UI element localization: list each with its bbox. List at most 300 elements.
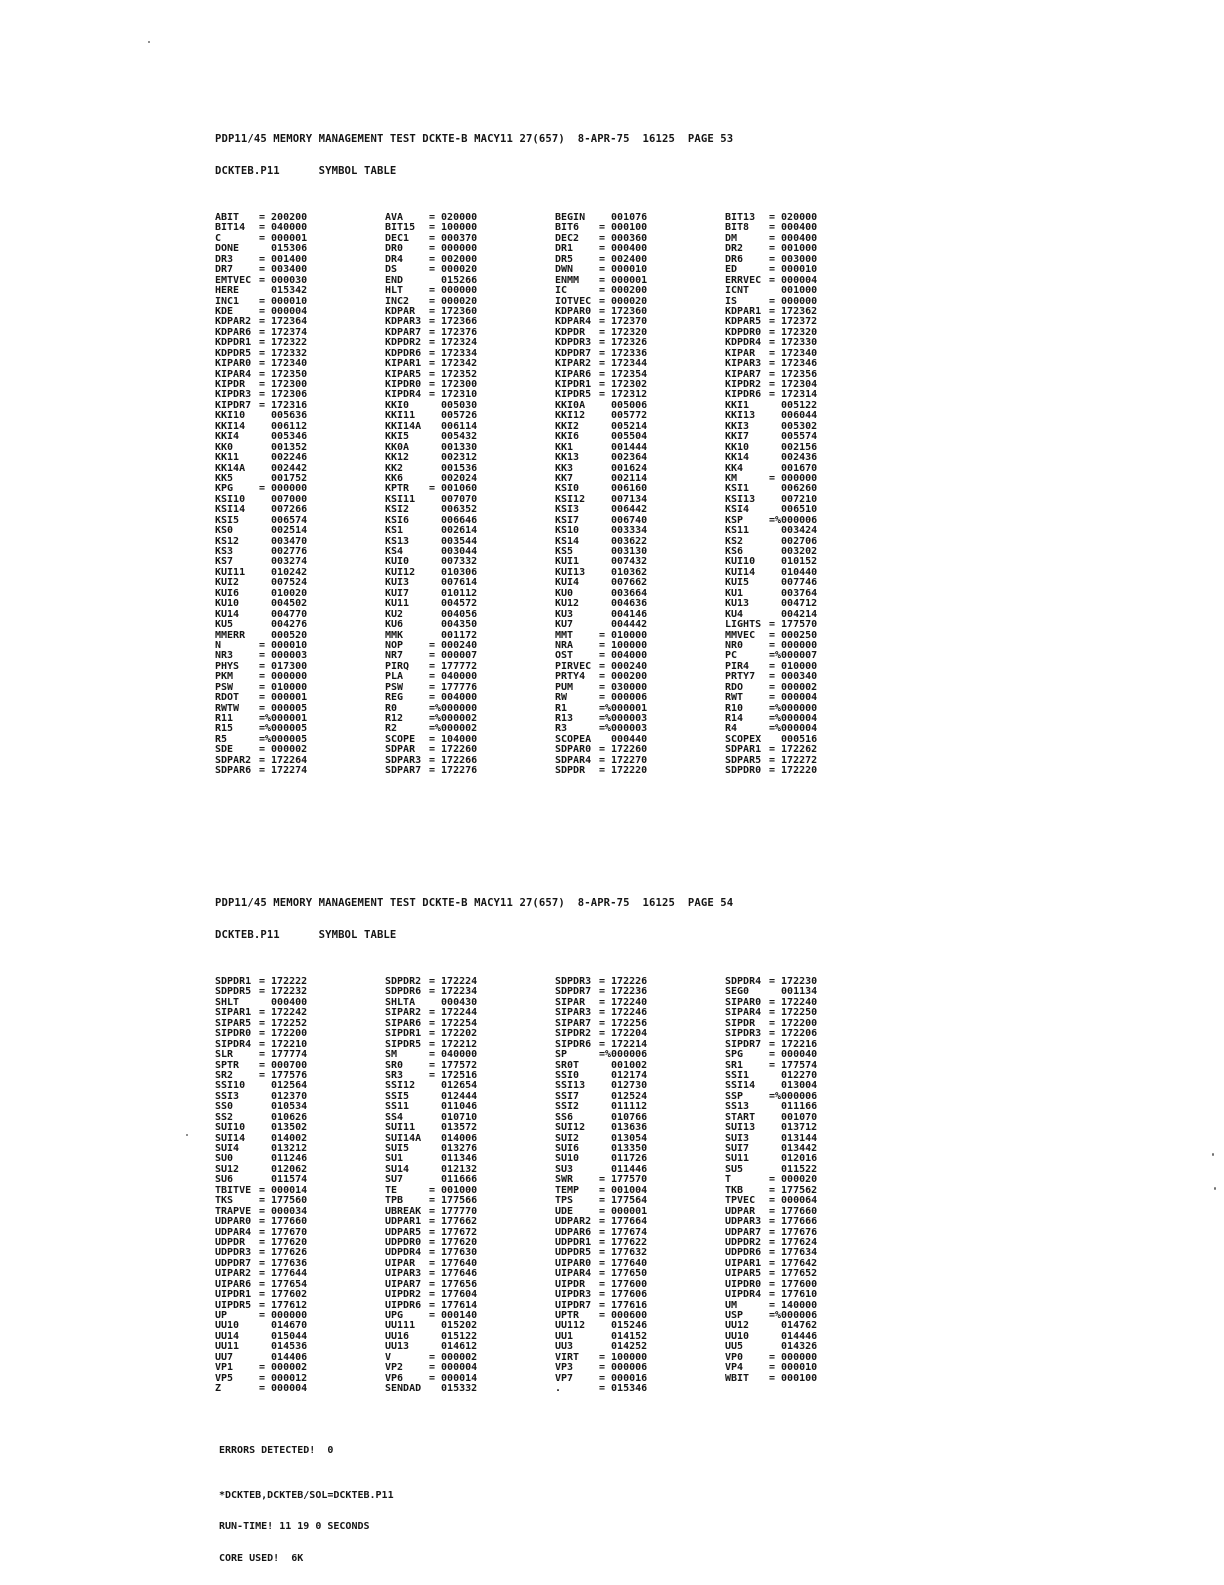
symbol-entry bbox=[385, 724, 525, 734]
symbol-entry bbox=[385, 1342, 525, 1352]
symbol-name: SU1 bbox=[385, 1154, 404, 1165]
symbol-name: KK1 bbox=[555, 442, 574, 453]
symbol-entry bbox=[215, 1196, 355, 1206]
symbol-entry bbox=[215, 1123, 355, 1133]
symbol-entry bbox=[555, 1207, 695, 1217]
symbol-entry bbox=[725, 1332, 865, 1342]
symbol-value: 010362 bbox=[599, 567, 648, 578]
symbol-entry bbox=[555, 672, 695, 682]
symbol-value: =%000002 bbox=[429, 714, 478, 724]
symbol-name: KUI3 bbox=[385, 578, 410, 589]
symbol-value: = 177672 bbox=[429, 1227, 478, 1238]
symbol-name: KDPDR1 bbox=[215, 338, 252, 349]
symbol-value: = 172200 bbox=[259, 1029, 308, 1040]
symbol-value: = 172262 bbox=[769, 745, 818, 756]
symbol-value: = 172352 bbox=[429, 369, 478, 380]
symbol-entry bbox=[385, 672, 525, 682]
symbol-name: VP7 bbox=[555, 1373, 574, 1384]
symbol-entry bbox=[555, 1165, 695, 1175]
symbol-name: KU4 bbox=[725, 609, 744, 620]
symbol-entry bbox=[725, 610, 865, 620]
symbol-entry bbox=[385, 987, 525, 997]
symbol-value: = 172234 bbox=[429, 987, 478, 998]
symbol-entry bbox=[385, 390, 525, 400]
symbol-name: UIPDR4 bbox=[725, 1290, 762, 1301]
symbol-name: SR0 bbox=[385, 1060, 404, 1071]
symbol-value: 013144 bbox=[769, 1133, 818, 1144]
symbol-value: = 001004 bbox=[599, 1185, 648, 1196]
symbol-name: UU7 bbox=[215, 1352, 234, 1363]
symbol-name: SIPAR4 bbox=[725, 1008, 762, 1019]
symbol-value: = 177622 bbox=[599, 1237, 648, 1248]
symbol-entry bbox=[385, 432, 525, 442]
symbol-name: SDPAR3 bbox=[385, 755, 422, 766]
symbol-name: SSI13 bbox=[555, 1081, 586, 1092]
symbol-name: SUI11 bbox=[385, 1123, 416, 1134]
symbol-name: KIPAR2 bbox=[555, 359, 592, 370]
symbol-name: . bbox=[555, 1384, 562, 1395]
symbol-value: = 000016 bbox=[599, 1373, 648, 1384]
symbol-entry bbox=[725, 766, 865, 776]
symbol-name: KK6 bbox=[385, 473, 404, 484]
symbol-value: 011346 bbox=[429, 1154, 478, 1165]
symbol-value: = 177634 bbox=[769, 1248, 818, 1259]
symbol-entry bbox=[215, 589, 355, 599]
symbol-entry bbox=[385, 610, 525, 620]
symbol-name: KK2 bbox=[385, 463, 404, 474]
symbol-entry bbox=[385, 213, 525, 223]
symbol-value: = 000000 bbox=[259, 672, 308, 683]
symbol-entry bbox=[555, 1228, 695, 1238]
symbol-name: PSW bbox=[215, 682, 234, 693]
symbol-value: = 172202 bbox=[429, 1029, 478, 1040]
symbol-name: UDPAR6 bbox=[555, 1227, 592, 1238]
symbol-value: = 172516 bbox=[429, 1070, 478, 1081]
symbol-value: 015044 bbox=[259, 1331, 308, 1342]
symbol-name: KSI10 bbox=[215, 494, 246, 505]
symbol-name: SS4 bbox=[385, 1112, 404, 1123]
symbol-value: 013350 bbox=[599, 1144, 648, 1154]
symbol-value: = 172244 bbox=[429, 1008, 478, 1019]
symbol-name: SUI14 bbox=[215, 1133, 246, 1144]
symbol-value: = 177642 bbox=[769, 1258, 818, 1269]
symbol-value: 011666 bbox=[429, 1175, 478, 1186]
symbol-entry bbox=[555, 599, 695, 609]
symbol-entry bbox=[385, 1290, 525, 1300]
symbol-value: 001670 bbox=[769, 463, 818, 474]
symbol-name: C bbox=[215, 233, 222, 244]
symbol-value: = 000040 bbox=[769, 1050, 818, 1061]
symbol-value: = 000000 bbox=[259, 1311, 308, 1321]
symbol-entry bbox=[215, 380, 355, 390]
symbol-value: 004350 bbox=[429, 620, 478, 631]
symbol-name: KKI1 bbox=[725, 400, 750, 411]
symbol-name: VP2 bbox=[385, 1363, 404, 1374]
symbol-entry bbox=[385, 338, 525, 348]
symbol-name: KS2 bbox=[725, 536, 744, 547]
symbol-value: 013572 bbox=[429, 1123, 478, 1134]
symbol-name: KS7 bbox=[215, 557, 234, 568]
symbol-entry bbox=[725, 244, 865, 254]
symbol-entry bbox=[215, 1363, 355, 1373]
symbol-name: SUI13 bbox=[725, 1123, 756, 1134]
symbol-name: BEGIN bbox=[555, 213, 586, 223]
symbol-name: KUI10 bbox=[725, 557, 756, 568]
symbol-entry bbox=[215, 547, 355, 557]
symbol-name: KUI2 bbox=[215, 578, 240, 589]
symbol-name: T bbox=[725, 1175, 732, 1186]
symbol-name: SIPAR6 bbox=[385, 1018, 422, 1029]
symbol-entry bbox=[215, 1029, 355, 1039]
symbol-name: SPG bbox=[725, 1050, 744, 1061]
symbol-value: 004572 bbox=[429, 599, 478, 610]
symbol-name: NR7 bbox=[385, 651, 404, 662]
symbol-value: = 177660 bbox=[769, 1206, 818, 1217]
symbol-entry bbox=[555, 1217, 695, 1227]
symbol-name: UDPAR2 bbox=[555, 1217, 592, 1228]
symbol-name: KIPDR1 bbox=[555, 380, 592, 390]
symbol-entry bbox=[385, 557, 525, 567]
symbol-entry bbox=[725, 620, 865, 630]
symbol-entry bbox=[555, 286, 695, 296]
symbol-value: = 100000 bbox=[599, 640, 648, 651]
symbol-value: 004502 bbox=[259, 599, 308, 610]
symbol-value: = 177626 bbox=[259, 1248, 308, 1259]
symbol-value: 004056 bbox=[429, 609, 478, 620]
symbol-entry bbox=[725, 977, 865, 987]
symbol-name: KIPAR5 bbox=[385, 369, 422, 380]
symbol-value: = 200200 bbox=[259, 213, 308, 223]
symbol-value: 011046 bbox=[429, 1102, 478, 1113]
symbol-value: = 172356 bbox=[769, 369, 818, 380]
symbol-name: DWN bbox=[555, 265, 574, 276]
symbol-name: SCOPEX bbox=[725, 734, 762, 745]
symbol-value: 002614 bbox=[429, 526, 478, 537]
symbol-entry bbox=[555, 265, 695, 275]
symbol-name: SIPAR1 bbox=[215, 1008, 252, 1019]
symbol-value: 011446 bbox=[599, 1164, 648, 1175]
symbol-entry bbox=[555, 756, 695, 766]
symbol-entry bbox=[555, 1081, 695, 1091]
symbol-name: SDPAR7 bbox=[385, 766, 422, 777]
symbol-entry bbox=[725, 255, 865, 265]
symbol-name: TBITVE bbox=[215, 1185, 252, 1196]
symbol-entry bbox=[215, 1186, 355, 1196]
symbol-entry bbox=[725, 443, 865, 453]
symbol-value: 015202 bbox=[429, 1321, 478, 1332]
symbol-entry bbox=[555, 1186, 695, 1196]
symbol-name: SR1 bbox=[725, 1060, 744, 1071]
symbol-name: R0 bbox=[385, 703, 398, 714]
symbol-name: KKI2 bbox=[555, 421, 580, 432]
symbol-value: = 177576 bbox=[259, 1070, 308, 1081]
symbol-name: TPVEC bbox=[725, 1196, 756, 1207]
symbol-value: 012132 bbox=[429, 1164, 478, 1175]
symbol-value: = 177612 bbox=[259, 1300, 308, 1311]
symbol-name: RDO bbox=[725, 682, 744, 693]
symbol-entry bbox=[385, 1321, 525, 1331]
symbol-value: =%000006 bbox=[769, 1091, 818, 1102]
symbol-entry bbox=[725, 1008, 865, 1018]
symbol-entry bbox=[725, 223, 865, 233]
symbol-entry bbox=[215, 977, 355, 987]
symbol-entry bbox=[555, 516, 695, 526]
symbol-value: = 172240 bbox=[599, 997, 648, 1008]
symbol-name: UU14 bbox=[215, 1331, 240, 1342]
symbol-name: SU5 bbox=[725, 1164, 744, 1175]
symbol-value: 006510 bbox=[769, 505, 818, 516]
symbol-value: = 172330 bbox=[769, 338, 818, 349]
paper-speck bbox=[1214, 1187, 1216, 1190]
symbol-value: 011726 bbox=[599, 1154, 648, 1165]
symbol-value: = 172220 bbox=[599, 766, 648, 777]
symbol-name: SUI5 bbox=[385, 1144, 410, 1154]
symbol-value: = 002000 bbox=[429, 254, 478, 265]
symbol-entry bbox=[215, 317, 355, 327]
symbol-name: KPTR bbox=[385, 484, 410, 495]
symbol-value: = 172360 bbox=[599, 306, 648, 317]
symbol-name: IOTVEC bbox=[555, 296, 592, 307]
symbol-entry bbox=[555, 505, 695, 515]
symbol-value: = 177560 bbox=[259, 1196, 308, 1207]
symbol-name: DR3 bbox=[215, 254, 234, 265]
symbol-entry bbox=[385, 735, 525, 745]
symbol-entry bbox=[215, 1259, 355, 1269]
symbol-value: 012062 bbox=[259, 1164, 308, 1175]
symbol-entry bbox=[725, 370, 865, 380]
symbol-value: = 000140 bbox=[429, 1311, 478, 1321]
symbol-value: = 010000 bbox=[769, 661, 818, 672]
symbol-value: 004442 bbox=[599, 620, 648, 631]
symbol-name: UDPDR6 bbox=[725, 1248, 762, 1259]
symbol-value: 001002 bbox=[599, 1060, 648, 1071]
symbol-value: = 004000 bbox=[429, 693, 478, 704]
symbol-value: 007332 bbox=[429, 557, 478, 568]
symbol-value: 010626 bbox=[259, 1112, 308, 1123]
symbol-name: UDPDR1 bbox=[555, 1237, 592, 1248]
symbol-entry bbox=[725, 401, 865, 411]
symbol-entry bbox=[725, 1154, 865, 1164]
symbol-value: 011112 bbox=[599, 1102, 648, 1113]
symbol-entry bbox=[215, 662, 355, 672]
page-header bbox=[215, 112, 855, 199]
symbol-value: = 004000 bbox=[599, 651, 648, 662]
symbol-name: SWR bbox=[555, 1175, 574, 1186]
symbol-name: KSI1 bbox=[725, 484, 750, 495]
symbol-name: KKI7 bbox=[725, 432, 750, 443]
symbol-entry bbox=[215, 422, 355, 432]
symbol-name: KK14A bbox=[215, 463, 246, 474]
symbol-name: KIPDR3 bbox=[215, 390, 252, 401]
symbol-entry bbox=[385, 1165, 525, 1175]
symbol-value: = 001060 bbox=[429, 484, 478, 495]
symbol-entry bbox=[385, 495, 525, 505]
symbol-name: SIPAR bbox=[555, 997, 586, 1008]
symbol-value: 000400 bbox=[259, 997, 308, 1008]
symbol-entry bbox=[725, 338, 865, 348]
symbol-entry bbox=[215, 213, 355, 223]
symbol-name: KU7 bbox=[555, 620, 574, 631]
symbol-value: = 177614 bbox=[429, 1300, 478, 1311]
symbol-name: DR0 bbox=[385, 244, 404, 255]
symbol-value: 010152 bbox=[769, 557, 818, 568]
symbol-name: SIPAR2 bbox=[385, 1008, 422, 1019]
symbol-name: SIPDR4 bbox=[215, 1039, 252, 1050]
symbol-name: KPG bbox=[215, 484, 234, 495]
symbol-value: = 172224 bbox=[429, 977, 478, 987]
symbol-name: DR4 bbox=[385, 254, 404, 265]
symbol-value: = 172236 bbox=[599, 987, 648, 998]
symbol-value: = 172354 bbox=[599, 369, 648, 380]
symbol-value: 005006 bbox=[599, 400, 648, 411]
symbol-value: = 172302 bbox=[599, 380, 648, 390]
symbol-name: KS4 bbox=[385, 547, 404, 557]
symbol-value: 000516 bbox=[769, 734, 818, 745]
symbol-value: = 000004 bbox=[259, 1384, 308, 1395]
symbol-value: = 172232 bbox=[259, 987, 308, 998]
symbol-value: 000440 bbox=[599, 734, 648, 745]
symbol-value: = 000020 bbox=[599, 296, 648, 307]
symbol-value: = 017300 bbox=[259, 661, 308, 672]
symbol-entry bbox=[725, 589, 865, 599]
symbol-value: 014006 bbox=[429, 1133, 478, 1144]
symbol-name: UDPDR bbox=[215, 1237, 246, 1248]
symbol-entry bbox=[725, 317, 865, 327]
symbol-column-1 bbox=[215, 977, 355, 1395]
symbol-value: = 000004 bbox=[769, 693, 818, 704]
symbol-entry bbox=[725, 1123, 865, 1133]
symbol-entry bbox=[725, 432, 865, 442]
symbol-name: TKS bbox=[215, 1196, 234, 1207]
symbol-entry bbox=[385, 328, 525, 338]
symbol-entry bbox=[555, 620, 695, 630]
symbol-name: DR1 bbox=[555, 244, 574, 255]
symbol-value: = 000012 bbox=[259, 1373, 308, 1384]
symbol-entry bbox=[215, 651, 355, 661]
symbol-name: R13 bbox=[555, 714, 574, 724]
symbol-value: 005214 bbox=[599, 421, 648, 432]
symbol-entry bbox=[555, 557, 695, 567]
symbol-value: 007210 bbox=[769, 494, 818, 505]
symbol-entry bbox=[555, 735, 695, 745]
symbol-name: PIR4 bbox=[725, 661, 750, 672]
symbol-column-1 bbox=[215, 213, 355, 777]
symbol-entry bbox=[215, 1081, 355, 1091]
symbol-name: KUI14 bbox=[725, 567, 756, 578]
symbol-name: PC bbox=[725, 651, 738, 662]
symbol-name: R4 bbox=[725, 724, 738, 735]
symbol-name: UDPAR4 bbox=[215, 1227, 252, 1238]
symbol-name: SIPDR1 bbox=[385, 1029, 422, 1040]
symbol-entry bbox=[385, 1259, 525, 1269]
symbol-value: = 172252 bbox=[259, 1018, 308, 1029]
symbol-value: 001070 bbox=[769, 1112, 818, 1123]
symbol-value: 003544 bbox=[429, 536, 478, 547]
symbol-name: KIPAR6 bbox=[555, 369, 592, 380]
symbol-name: KDE bbox=[215, 306, 234, 317]
symbol-name: KK3 bbox=[555, 463, 574, 474]
symbol-entry bbox=[385, 453, 525, 463]
symbol-value: 011246 bbox=[259, 1154, 308, 1165]
symbol-name: KS6 bbox=[725, 547, 744, 557]
symbol-name: VP0 bbox=[725, 1352, 744, 1363]
symbol-entry bbox=[725, 495, 865, 505]
header-title-line: PDP11/45 MEMORY MANAGEMENT TEST DCKTE-B MACY11 27(657) 8-APR-75 16125 PAGE 53 bbox=[215, 133, 734, 145]
symbol-entry bbox=[215, 1353, 355, 1363]
symbol-entry bbox=[555, 537, 695, 547]
symbol-entry bbox=[725, 568, 865, 578]
symbol-entry bbox=[725, 1311, 865, 1321]
symbol-value: 005636 bbox=[259, 411, 308, 422]
symbol-entry bbox=[215, 766, 355, 776]
symbol-entry bbox=[725, 1113, 865, 1123]
symbol-entry bbox=[725, 276, 865, 286]
symbol-name: SIPDR6 bbox=[555, 1039, 592, 1050]
symbol-value: 015246 bbox=[599, 1321, 648, 1332]
symbol-entry bbox=[385, 422, 525, 432]
symbol-entry bbox=[215, 1154, 355, 1164]
symbol-name: SDPAR bbox=[385, 745, 416, 756]
symbol-entry bbox=[555, 1311, 695, 1321]
symbol-entry bbox=[385, 1207, 525, 1217]
symbol-name: KSI3 bbox=[555, 505, 580, 516]
symbol-value: 015332 bbox=[429, 1384, 478, 1395]
symbol-name: KDPAR5 bbox=[725, 317, 762, 328]
symbol-value: = 172372 bbox=[769, 317, 818, 328]
symbol-value: = 000000 bbox=[769, 1352, 818, 1363]
symbol-value: = 177602 bbox=[259, 1290, 308, 1301]
symbol-entry bbox=[215, 1165, 355, 1175]
symbol-name: SIPDR7 bbox=[725, 1039, 762, 1050]
symbol-entry bbox=[555, 578, 695, 588]
symbol-name: KS10 bbox=[555, 526, 580, 537]
symbol-entry bbox=[725, 714, 865, 724]
symbol-name: SDPAR6 bbox=[215, 766, 252, 777]
symbol-entry bbox=[555, 1175, 695, 1185]
symbol-name: SU14 bbox=[385, 1164, 410, 1175]
symbol-entry bbox=[385, 286, 525, 296]
symbol-name: UIPDR3 bbox=[555, 1290, 592, 1301]
symbol-value: 001330 bbox=[429, 442, 478, 453]
symbol-name: KDPAR1 bbox=[725, 306, 762, 317]
symbol-name: SS13 bbox=[725, 1102, 750, 1113]
symbol-entry bbox=[385, 1061, 525, 1071]
symbol-name: DR5 bbox=[555, 254, 574, 265]
symbol-entry bbox=[215, 1102, 355, 1112]
symbol-value: = 172250 bbox=[769, 1008, 818, 1019]
symbol-name: UIPDR5 bbox=[215, 1300, 252, 1311]
symbol-value: 005772 bbox=[599, 411, 648, 422]
symbol-value: 007134 bbox=[599, 494, 648, 505]
symbol-value: = 000240 bbox=[429, 640, 478, 651]
symbol-name: KSI4 bbox=[725, 505, 750, 516]
symbol-value: = 000004 bbox=[259, 306, 308, 317]
symbol-entry bbox=[725, 1259, 865, 1269]
symbol-entry bbox=[215, 1207, 355, 1217]
symbol-name: INC2 bbox=[385, 296, 410, 307]
symbol-value: 007266 bbox=[259, 505, 308, 516]
symbol-value: 003764 bbox=[769, 588, 818, 599]
symbol-value: 005726 bbox=[429, 411, 478, 422]
symbol-name: SIPDR3 bbox=[725, 1029, 762, 1040]
symbol-value: = 172270 bbox=[599, 755, 648, 766]
symbol-value: = 020000 bbox=[769, 213, 818, 223]
symbol-name: KKI13 bbox=[725, 411, 756, 422]
symbol-value: = 177600 bbox=[599, 1279, 648, 1290]
symbol-value: = 040000 bbox=[429, 1050, 478, 1061]
symbol-name: KS13 bbox=[385, 536, 410, 547]
symbol-value: 001134 bbox=[769, 987, 818, 998]
